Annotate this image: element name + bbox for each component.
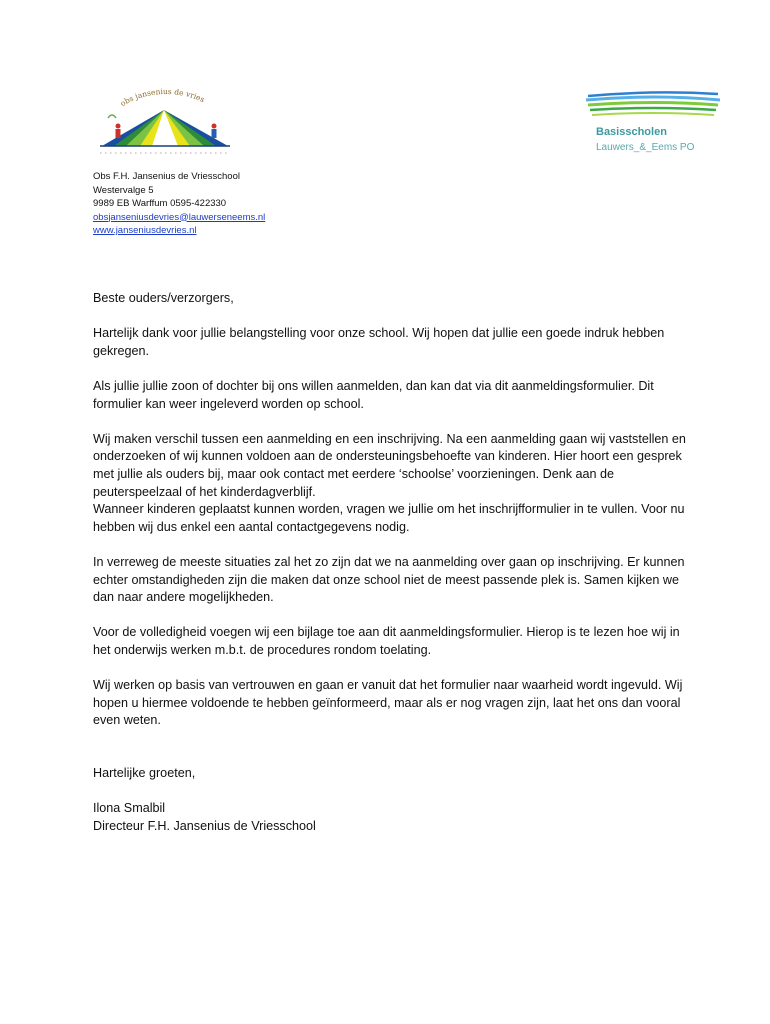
paragraph: Wij werken op basis van vertrouwen en gaan er vanuit dat het formulier naar waarheid wordt ingevuld. Wij hopen u hiermee voldoende te hebben geïnformeerd, maar als er nog vragen zijn, laat het ons dan vooral even weten.	[93, 678, 683, 728]
board-logo-stripes	[584, 88, 724, 124]
school-city-phone: 9989 EB Warffum 0595-422330	[93, 198, 227, 209]
svg-text:obs jansenius de vries	[119, 87, 207, 108]
paragraph: Hartelijk dank voor jullie belangstelling voor onze school. Wij hopen dat jullie een goede indruk hebben gekregen.	[93, 326, 665, 358]
school-email-link[interactable]: obsjanseniusdevries@lauwerseneems.nl	[93, 211, 266, 223]
paragraph: In verreweg de meeste situaties zal het zo zijn dat we na aanmelding over gaan op inschrijving. Er kunnen echter omstandigheden zijn die maken dat onze school niet de meest passende plek is. Samen kijken we dan naar andere mogelijkheden.	[93, 554, 685, 605]
signer-name: Ilona Smalbil	[93, 801, 166, 816]
board-logo-name: Basisscholen	[596, 126, 667, 138]
school-website-link[interactable]: www.janseniusdevries.nl	[93, 225, 197, 236]
school-name: Obs F.H. Jansenius de Vriesschool	[93, 171, 240, 182]
board-logo	[584, 88, 724, 160]
board-logo-subtitle: Lauwers_&_Eems PO	[596, 142, 695, 153]
school-logo-graphic	[90, 84, 240, 156]
address-block	[93, 170, 265, 238]
salutation: Beste ouders/verzorgers,	[93, 291, 234, 305]
school-logo	[90, 84, 240, 156]
paragraph: Als jullie jullie zoon of dochter bij ons willen aanmelden, dan kan dat via dit aanmeldingsformulier. Dit formulier kan weer ingeleverd worden op school.	[93, 378, 654, 411]
letter-body	[93, 290, 693, 835]
closing: Hartelijke groeten,	[93, 766, 196, 781]
paragraph: Wanneer kinderen geplaatst kunnen worden, vragen we jullie om het inschrijfformulier in te vullen. Voor nu hebben wij dus enkel een aantal contactgegevens nodig.	[93, 502, 685, 534]
school-logo-arc-text: obs jansenius de vries	[118, 86, 207, 109]
signer-title: Directeur F.H. Jansenius de Vriesschool	[93, 818, 316, 833]
paragraph: Voor de volledigheid voegen wij een bijlage toe aan dit aanmeldingsformulier. Hierop is te lezen hoe wij in het onderwijs werken m.b.t. de procedures rondom toelating.	[93, 625, 680, 657]
school-street: Westervalge 5	[93, 184, 154, 196]
paragraph: Wij maken verschil tussen een aanmelding en een inschrijving. Na een aanmelding gaan wij vaststellen en onderzoeken of wij kunnen voldoen aan de ondersteuningsbehoefte van kinderen. Hier hoort een gesprek met jullie als ouders bij, maar ook contact met eerdere ‘schoolse’ voorzieningen. Denk aan de peuterspeelzaal of het kinderdagverblijf.	[93, 431, 686, 499]
